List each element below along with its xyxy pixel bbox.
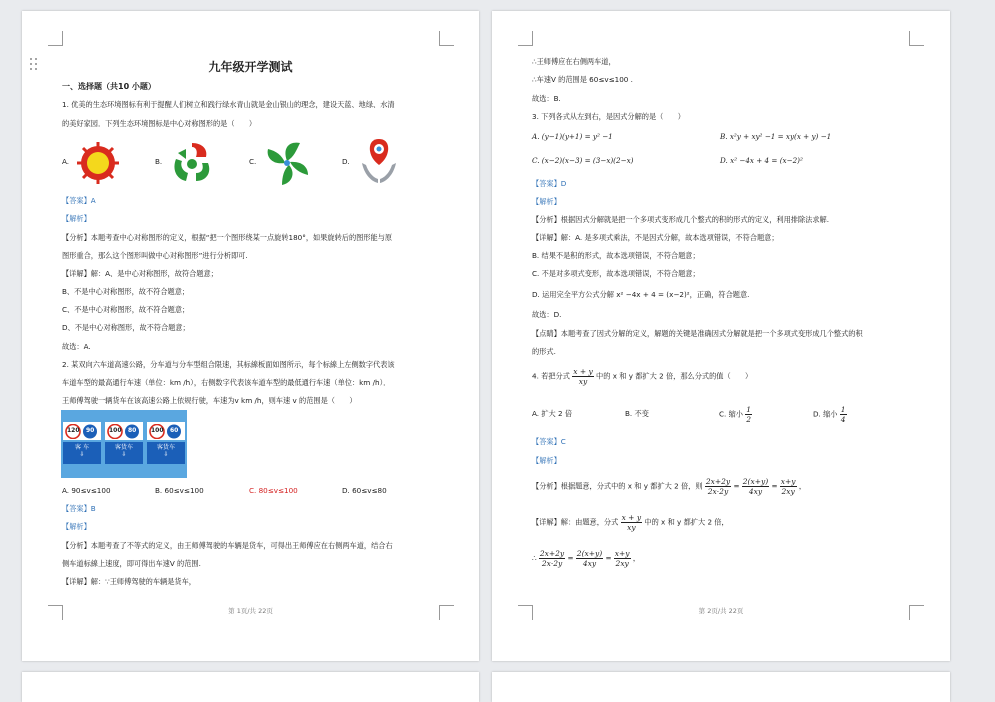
fraction bbox=[614, 549, 631, 568]
q1-choose: 故选：A. bbox=[62, 342, 91, 351]
equals-sign: = bbox=[605, 553, 612, 563]
fraction-denominator: 2xy bbox=[781, 487, 795, 496]
fraction-numerator: 2x+2y bbox=[705, 477, 731, 486]
q1-detail: B、不是中心对称图形，故不符合题意； bbox=[62, 287, 190, 296]
crop-mark bbox=[439, 31, 454, 46]
lane-label bbox=[147, 442, 185, 464]
sun-flower-icon bbox=[76, 141, 120, 185]
therefore-sign: ∴ bbox=[532, 553, 537, 563]
q4-option-c-text: C. 缩小 bbox=[719, 409, 743, 419]
q3-detail: C. 不是对多项式变形，故本选项错误，不符合题意； bbox=[532, 269, 700, 278]
q3-detail: 【详解】解：A. 是多项式乘法，不是因式分解，故本选项错误，不符合题意； bbox=[532, 233, 779, 242]
q3-point: 【点睛】本题考查了因式分解的定义，解题的关键是准确因式分解就是把一个多项式变形成几个整式的积 bbox=[532, 329, 863, 338]
fraction-numerator: 2(x+y) bbox=[742, 477, 769, 486]
fraction bbox=[572, 367, 594, 386]
speed-sign bbox=[105, 422, 143, 466]
fraction-numerator: 2x+2y bbox=[539, 549, 565, 558]
q4-stem-pre: 4. 若把分式 bbox=[532, 371, 570, 381]
q2-answer: 【答案】B bbox=[62, 504, 96, 513]
fraction-denominator: 2x·2y bbox=[541, 559, 563, 568]
fraction-denominator: 2x·2y bbox=[707, 487, 729, 496]
crop-mark bbox=[518, 31, 533, 46]
q2-option-b: B. 60≤v≤100 bbox=[155, 486, 204, 495]
recycle-leaf-icon bbox=[168, 139, 216, 187]
q3-option-a: A. (y−1)(y+1) = y² −1 bbox=[532, 132, 613, 141]
q2-jiexi: 【解析】 bbox=[62, 522, 91, 531]
fraction-numerator: x+y bbox=[780, 477, 796, 486]
q2-choose: 故选：B. bbox=[532, 94, 561, 103]
q4-detail-text: 中的 x 和 y 都扩大 2 倍， bbox=[644, 517, 729, 527]
q4-option-a: A. 扩大 2 倍 bbox=[532, 409, 573, 418]
lane-label-text: 客 车 bbox=[75, 444, 89, 451]
lane-label-text: 客货车 bbox=[156, 444, 175, 451]
q3-answer: 【答案】D bbox=[532, 179, 567, 188]
q2-option-c: C. 80≤v≤100 bbox=[249, 486, 298, 495]
q4-jiexi: 【解析】 bbox=[532, 456, 561, 465]
hands-protecting-icon bbox=[358, 135, 400, 187]
q1-option-d-label: D. bbox=[342, 157, 350, 166]
q4-answer: 【答案】C bbox=[532, 437, 566, 446]
q1-line: 的美好家园．下列生态环境图标是中心对称图形的是（ ） bbox=[62, 119, 257, 128]
min-speed: 60 bbox=[170, 427, 179, 434]
q1-detail: 【详解】解：A、是中心对称图形，故符合题意； bbox=[62, 269, 218, 278]
q3-point: 的形式. bbox=[532, 347, 556, 356]
fraction-denominator: 4 bbox=[840, 415, 846, 424]
min-speed: 90 bbox=[86, 427, 95, 434]
fraction-denominator: 2 bbox=[746, 415, 752, 424]
q1-jiexi: 【解析】 bbox=[62, 214, 91, 223]
q2-detail: ∴车速V 的范围是 60≤v≤100 . bbox=[532, 75, 633, 84]
q1-option-b-label: B. bbox=[155, 157, 163, 166]
section-heading: 一、选择题（共10 小题） bbox=[62, 82, 156, 91]
q2-detail: 【详解】解：∵王师傅驾驶的车辆是货车， bbox=[62, 577, 196, 586]
max-speed: 100 bbox=[109, 427, 122, 434]
q1-detail: D、不是中心对称图形，故不符合题意； bbox=[62, 323, 190, 332]
speed-sign bbox=[147, 422, 185, 466]
document-page-4 bbox=[492, 672, 950, 702]
q4-option-c bbox=[719, 405, 752, 424]
crop-mark bbox=[48, 31, 63, 46]
q4-stem bbox=[532, 367, 920, 386]
fraction bbox=[621, 513, 643, 532]
pinwheel-leaf-icon bbox=[262, 139, 312, 187]
q4-analysis-text: 【分析】根据题意，分式中的 x 和 y 都扩大 2 倍，则 bbox=[532, 481, 703, 491]
fraction bbox=[745, 405, 752, 424]
fraction-denominator: xy bbox=[578, 377, 588, 386]
q3-option-d: D. x² −4x + 4 = (x−2)² bbox=[720, 156, 803, 165]
q4-option-d bbox=[813, 405, 847, 424]
q2-option-d: D. 60≤v≤80 bbox=[342, 486, 387, 495]
q1-detail: C、不是中心对称图形，故不符合题意； bbox=[62, 305, 190, 314]
fraction bbox=[576, 549, 603, 568]
max-speed: 120 bbox=[67, 427, 80, 434]
fraction bbox=[705, 477, 731, 496]
q2-option-a: A. 90≤v≤100 bbox=[62, 486, 111, 495]
q2-line: 车道车型的最高通行车速（单位：km /h），右侧数字代表该车道车型的最低通行车速（单位：km /h）． bbox=[62, 378, 391, 387]
q3-detail: D. 运用完全平方公式分解 x² −4x + 4 = (x−2)²，正确，符合题意. bbox=[532, 290, 750, 299]
fraction-numerator: 1 bbox=[746, 405, 752, 414]
q2-detail: ∴王师傅应在右侧两车道， bbox=[532, 57, 616, 66]
min-speed: 80 bbox=[128, 427, 137, 434]
q4-option-b: B. 不变 bbox=[625, 409, 649, 418]
q3-option-c: C. (x−2)(x−3) = (3−x)(2−x) bbox=[532, 156, 634, 165]
fraction bbox=[742, 477, 769, 496]
q4-detail bbox=[532, 513, 920, 532]
q1-line: 1. 优美的生态环境图标有利于提醒人们树立和践行绿水青山就是金山银山的理念，建设天蓝、地绿、水清 bbox=[62, 100, 395, 109]
q1-analysis: 图形重合，那么这个图形叫做中心对称图形”进行分析即可. bbox=[62, 251, 248, 260]
lane-label bbox=[63, 442, 101, 464]
q1-answer: 【答案】A bbox=[62, 196, 96, 205]
q2-analysis: 侧车道标線上速度，即可得出车速V 的范围. bbox=[62, 559, 201, 568]
fraction-denominator: 4xy bbox=[748, 487, 763, 496]
speed-sign bbox=[63, 422, 101, 466]
q2-line: 2. 某双向六车道高速公路，分车道与分车型组合限速，其标線板面如图所示，每个标線上左侧数字代表该 bbox=[62, 360, 395, 369]
q2-analysis: 【分析】本题考查了不等式的定义，由王师傅驾驶的车辆是货车，可得出王师傅应在右侧两车道，结合右 bbox=[62, 541, 393, 550]
fraction-denominator: xy bbox=[627, 523, 636, 532]
q3-analysis: 【分析】根据因式分解就是把一个多项式变形成几个整式的积的形式的定义，利用排除法求解. bbox=[532, 215, 829, 224]
fraction-numerator: 2(x+y) bbox=[576, 549, 603, 558]
q4-stem-post: 中的 x 和 y 都扩大 2 倍，那么分式的值（ ） bbox=[596, 371, 753, 381]
equals-sign: = bbox=[733, 481, 740, 491]
equals-sign: = bbox=[567, 553, 574, 563]
q4-detail-text: 【详解】解：由题意，分式 bbox=[532, 517, 619, 527]
down-arrow-icon: ⇩ bbox=[79, 451, 85, 458]
fraction bbox=[840, 405, 847, 424]
down-arrow-icon: ⇩ bbox=[163, 451, 169, 458]
down-arrow-icon: ⇩ bbox=[121, 451, 127, 458]
q2-line: 王师傅驾驶一辆货车在该高速公路上依规行驶，车速为v km /h，则车速 v 的范围是（ ） bbox=[62, 396, 357, 405]
fraction-numerator: x+y bbox=[614, 549, 630, 558]
lane-label-text: 客货车 bbox=[114, 444, 133, 451]
drag-handle-icon[interactable] bbox=[30, 58, 38, 72]
comma: ， bbox=[798, 481, 807, 491]
fraction-numerator: x + y bbox=[621, 513, 642, 522]
q1-option-a-label: A. bbox=[62, 157, 70, 166]
q3-stem: 3. 下列各式从左到右，是因式分解的是（ ） bbox=[532, 112, 685, 121]
q3-choose: 故选：D. bbox=[532, 310, 562, 319]
fraction bbox=[539, 549, 565, 568]
fraction bbox=[780, 477, 797, 496]
document-page-3 bbox=[22, 672, 479, 702]
q1-option-c-label: C. bbox=[249, 157, 257, 166]
q1-analysis: 【分析】本题考查中心对称图形的定义，根据“把一个图形绕某一点旋转180°，如果旋转后的图形能与原 bbox=[62, 233, 393, 242]
comma: ， bbox=[632, 553, 641, 563]
crop-mark bbox=[909, 31, 924, 46]
page-title: 九年级开学测试 bbox=[208, 60, 293, 74]
q4-option-d-text: D. 缩小 bbox=[813, 409, 838, 419]
fraction-numerator: x + y bbox=[573, 367, 593, 376]
max-speed: 100 bbox=[151, 427, 164, 434]
equals-sign: = bbox=[771, 481, 778, 491]
speed-sign-image bbox=[61, 410, 187, 478]
q4-analysis bbox=[532, 477, 920, 496]
document-page-2 bbox=[492, 11, 950, 661]
q3-jiexi: 【解析】 bbox=[532, 197, 561, 206]
q4-conclusion bbox=[532, 549, 920, 568]
fraction-denominator: 4xy bbox=[582, 559, 597, 568]
fraction-numerator: 1 bbox=[840, 405, 846, 414]
q3-option-b: B. x²y + xy² −1 = xy(x + y) −1 bbox=[720, 132, 832, 141]
page-footer: 第 1页/共 22页 bbox=[228, 607, 273, 615]
lane-label bbox=[105, 442, 143, 464]
document-page-1 bbox=[22, 11, 479, 661]
q3-detail: B. 结果不是积的形式，故本选项错误，不符合题意； bbox=[532, 251, 700, 260]
fraction-denominator: 2xy bbox=[615, 559, 629, 568]
page-footer: 第 2页/共 22页 bbox=[698, 607, 744, 615]
